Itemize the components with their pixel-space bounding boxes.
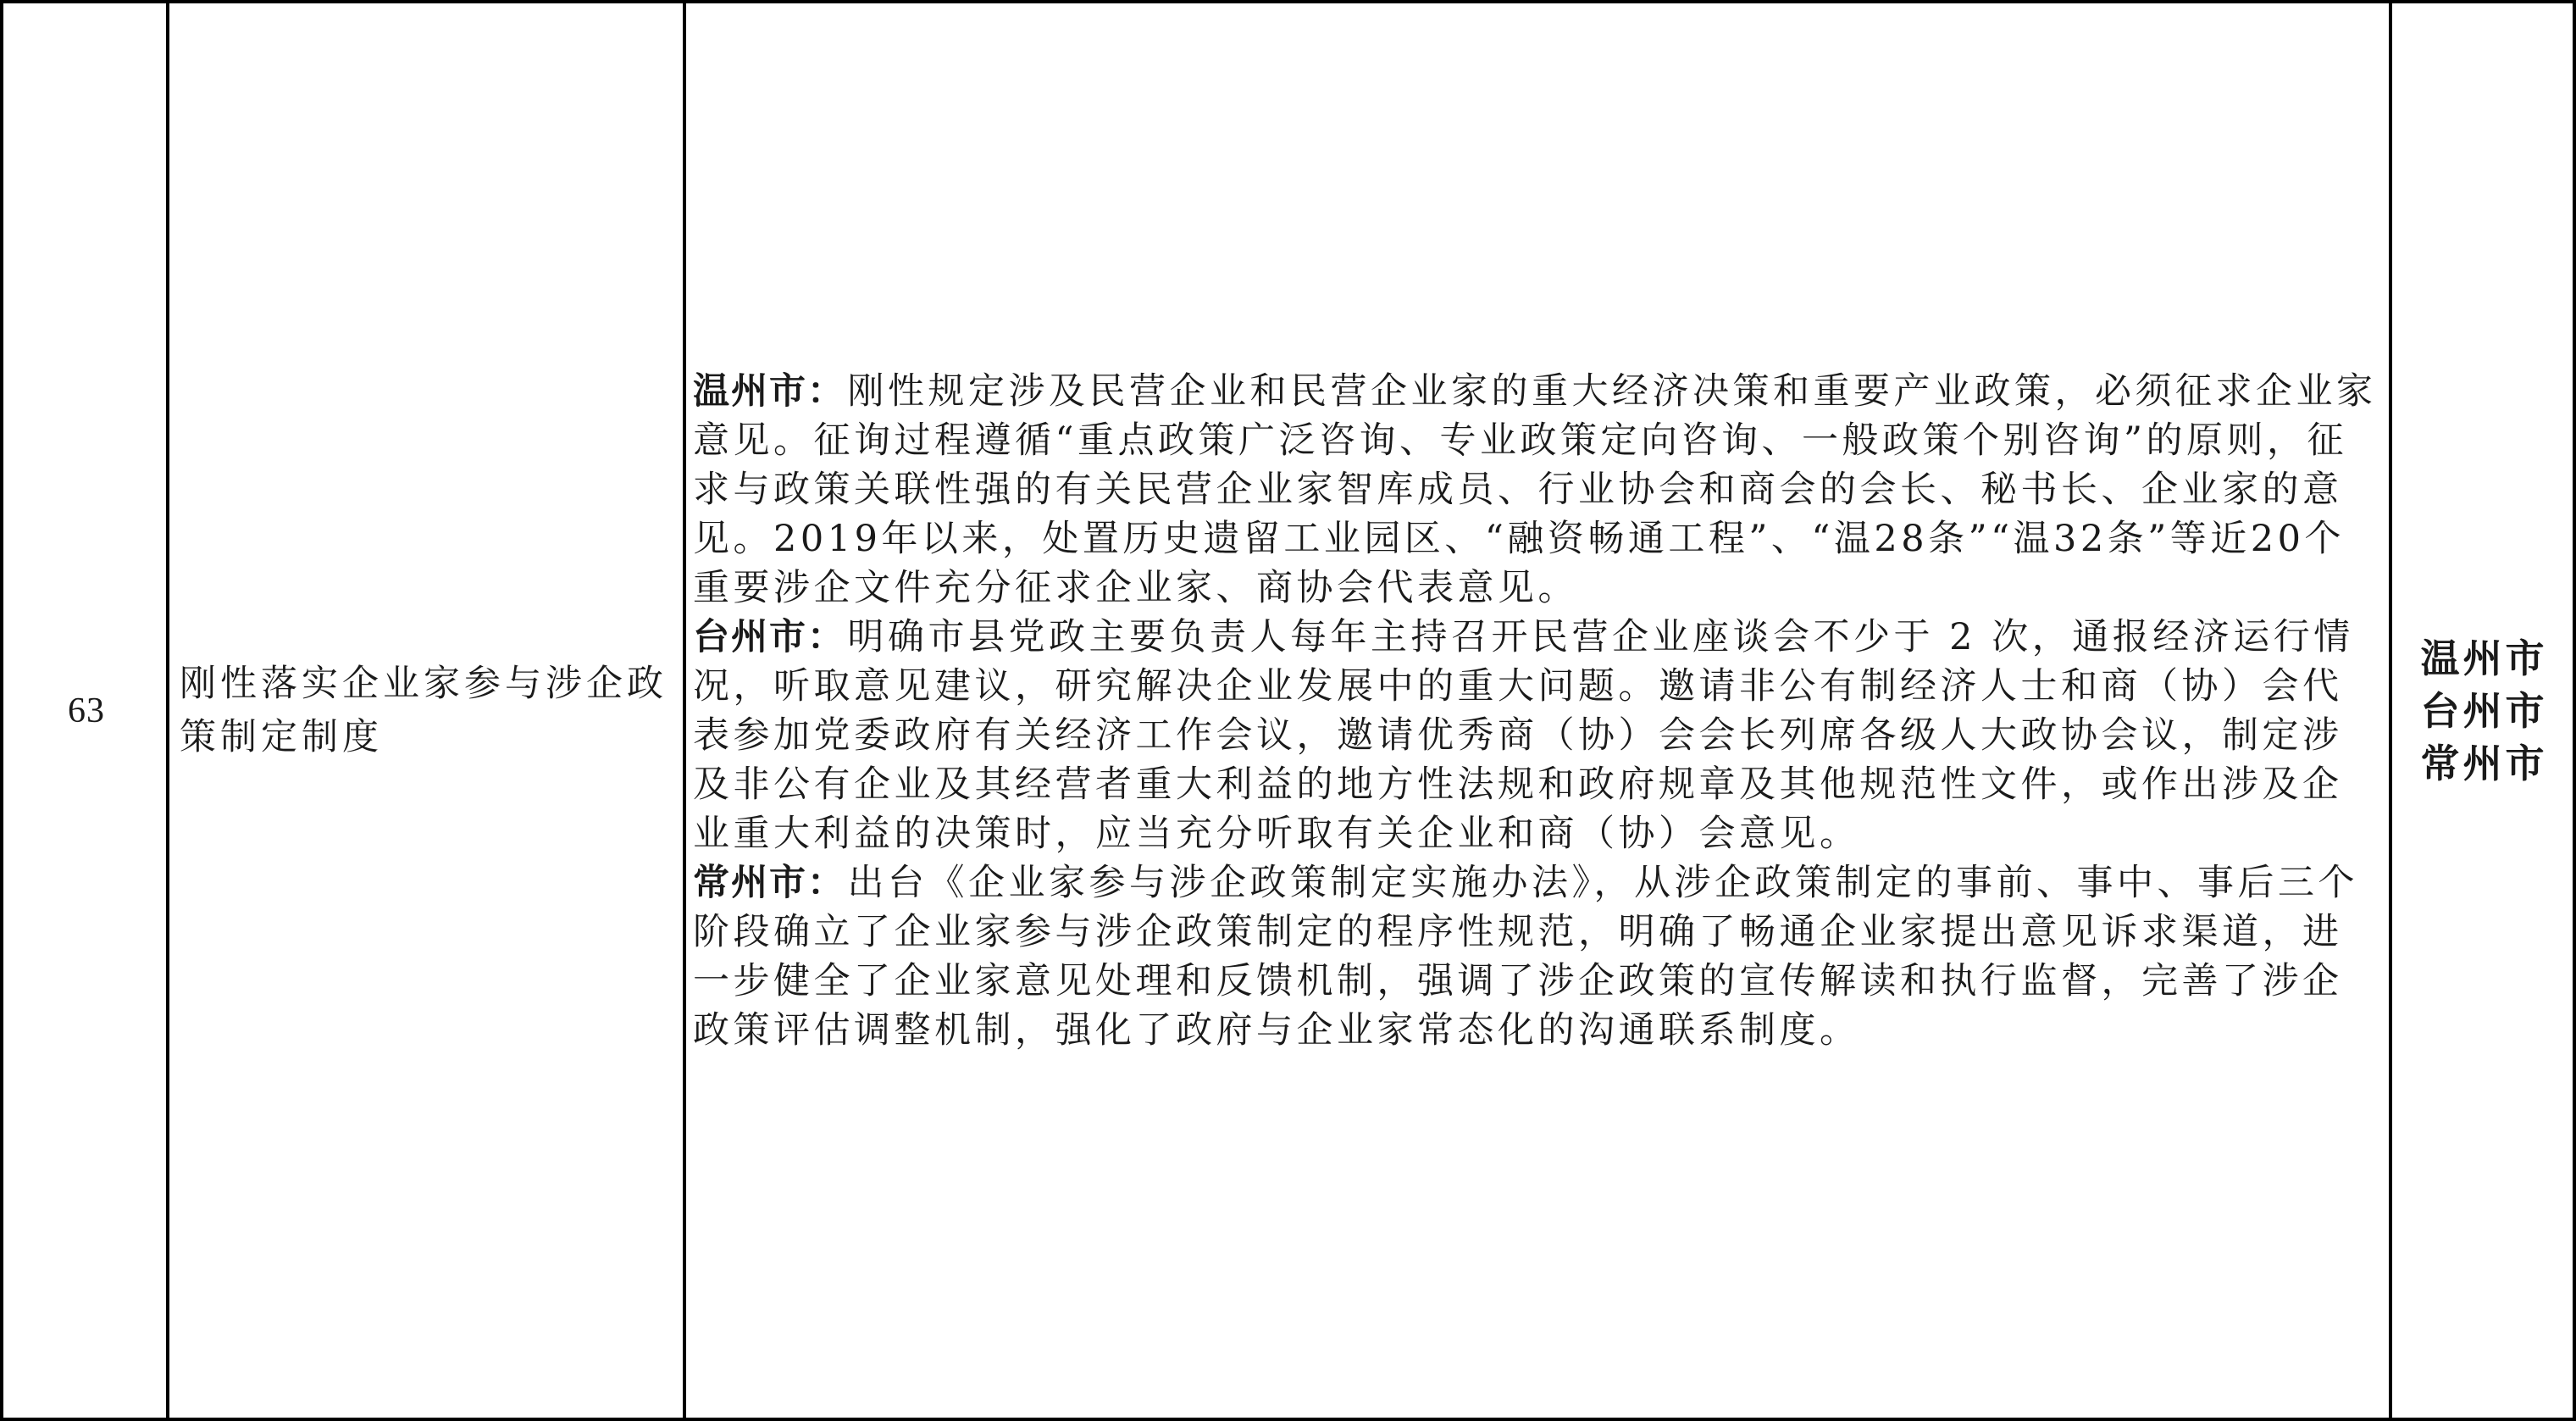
- practice-detail-cell: [686, 3, 2389, 1418]
- measure-title: 刚性落实企业家参与涉企政策制定制度: [180, 662, 668, 758]
- city-item: 温州市: [2420, 635, 2548, 681]
- city-paragraph-taizhou: [693, 613, 2382, 858]
- city-list: [2421, 632, 2548, 790]
- city-label: 台州市: [693, 615, 807, 658]
- paragraph-text: 出台《企业家参与涉企政策制定实施办法》，从涉企政策制定的事前、事中、事后三个阶段确立了企业家参与涉企政策制定的程序性规范，明确了畅通企业家提出意见诉求渠道，进一步健全了企业家意见处理和反馈机制，强调了涉企政策的宣传解读和执行监督，完善了涉企政策评估调整机制，强化了政府与企业家常态化的沟通联系制度。: [693, 861, 2358, 1052]
- city-label: 常州市: [693, 861, 807, 904]
- measure-title-cell: [169, 3, 683, 1418]
- colon: ：: [807, 369, 848, 413]
- colon: ：: [807, 861, 848, 904]
- paragraph-text: 明确市县党政主要负责人每年主持召开民营企业座谈会不少于 2 次，通报经济运行情况，听取意见建议，研究解决企业发展中的重大问题。邀请非公有制经济人士和商（协）会代表参加党委政府有关经济工作会议，邀请优秀商（协）会会长列席各级人大政协会议，制定涉及非公有企业及其经营者重大利益的地方性法规和政府规章及其他规范性文件，或作出涉及企业重大利益的决策时，应当充分听取有关企业和商（协）会意见。: [693, 615, 2354, 855]
- paragraph-text: 刚性规定涉及民营企业和民营企业家的重大经济决策和重要产业政策，必须征求企业家意见。征询过程遵循“重点政策广泛咨询、专业政策定向咨询、一般政策个别咨询”的原则，征求与政策关联性强的有关民营企业家智库成员、行业协会和商会的会长、秘书长、企业家的意见。2019年以来，处置历史遗留工业园区、“融资畅通工程”、“温28条”“温32条”等近20个重要涉企文件充分征求企业家、商协会代表意见。: [693, 369, 2377, 609]
- row-number: 63: [68, 691, 105, 730]
- cities-cell: [2392, 3, 2576, 1418]
- row-number-cell: [7, 3, 166, 1418]
- city-paragraph-wenzhou: [693, 367, 2382, 613]
- practice-detail: [693, 367, 2382, 1055]
- city-paragraph-changzhou: [693, 858, 2382, 1055]
- colon: ：: [807, 615, 848, 658]
- city-item: 常州市: [2420, 740, 2548, 786]
- city-label: 温州市: [693, 369, 807, 413]
- city-item: 台州市: [2420, 687, 2548, 734]
